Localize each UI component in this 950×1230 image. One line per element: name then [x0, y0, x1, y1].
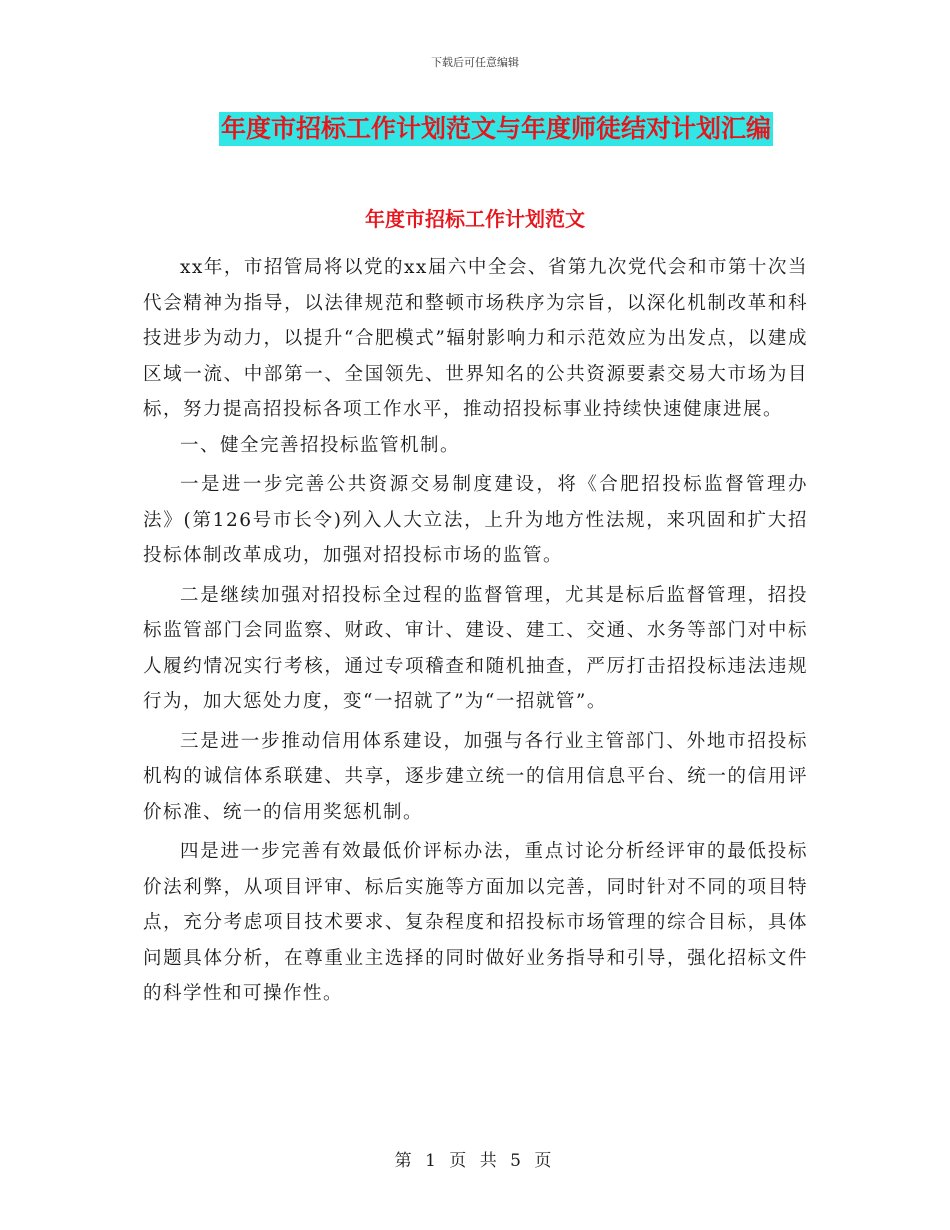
page-footer: 第 1 页 共 5 页 — [394, 1151, 556, 1171]
paragraph-item-3: 三是进一步推动信用体系建设，加强与各行业主管部门、外地市招投标机构的诚信体系联建、共享，逐步建立统一的信用信息平台、统一的信用评价标准、统一的信用奖惩机制。 — [143, 730, 808, 823]
paragraph-item-1: 一是进一步完善公共资源交易制度建设，将《合肥招投标监督管理办法》(第126号市长令)列入人大立法，上升为地方性法规，来巩固和扩大招投标体制改革成功，加强对招投标市场的监管。 — [143, 474, 808, 566]
paragraph-intro: xx年，市招管局将以党的xx届六中全会、省第九次党代会和市第十次当代会精神为指导，以法律规范和整顿市场秩序为宗旨，以深化机制改革和科技进步为动力，以提升“合肥模式”辐射影响力和示范效应为出发点，以建成区域一流、中部第一、全国领先、世界知名的公共资源要素交易大市场为目标，努力提高招投标各项工作水平，推动招投标事业持续快速健康进展。 — [143, 257, 808, 420]
section-title: 年度市招标工作计划范文 — [365, 207, 585, 231]
document-body — [143, 250, 808, 1012]
header-note: 下载后可任意编辑 — [431, 56, 519, 69]
main-title-wrap — [0, 112, 950, 146]
paragraph-heading-1: 一、健全完善招投标监管机制。 — [180, 434, 461, 456]
document-main-title: 年度市招标工作计划范文与年度师徒结对计划汇编 — [219, 112, 773, 146]
paragraph-item-4: 四是进一步完善有效最低价评标办法，重点讨论分析经评审的最低投标价法利弊，从项目评审、标后实施等方面加以完善，同时针对不同的项目特点，充分考虑项目技术要求、复杂程度和招投标市场管理的综合目标，具体问题具体分析，在尊重业主选择的同时做好业务指导和引导，强化招标文件的科学性和可操作性。 — [143, 841, 808, 1004]
paragraph-item-2: 二是继续加强对招投标全过程的监督管理，尤其是标后监督管理，招投标监管部门会同监察、财政、审计、建设、建工、交通、水务等部门对中标人履约情况实行考核，通过专项稽查和随机抽查，严厉打击招投标违法违规行为，加大惩处力度，变“一招就了”为“一招就管”。 — [143, 584, 808, 712]
